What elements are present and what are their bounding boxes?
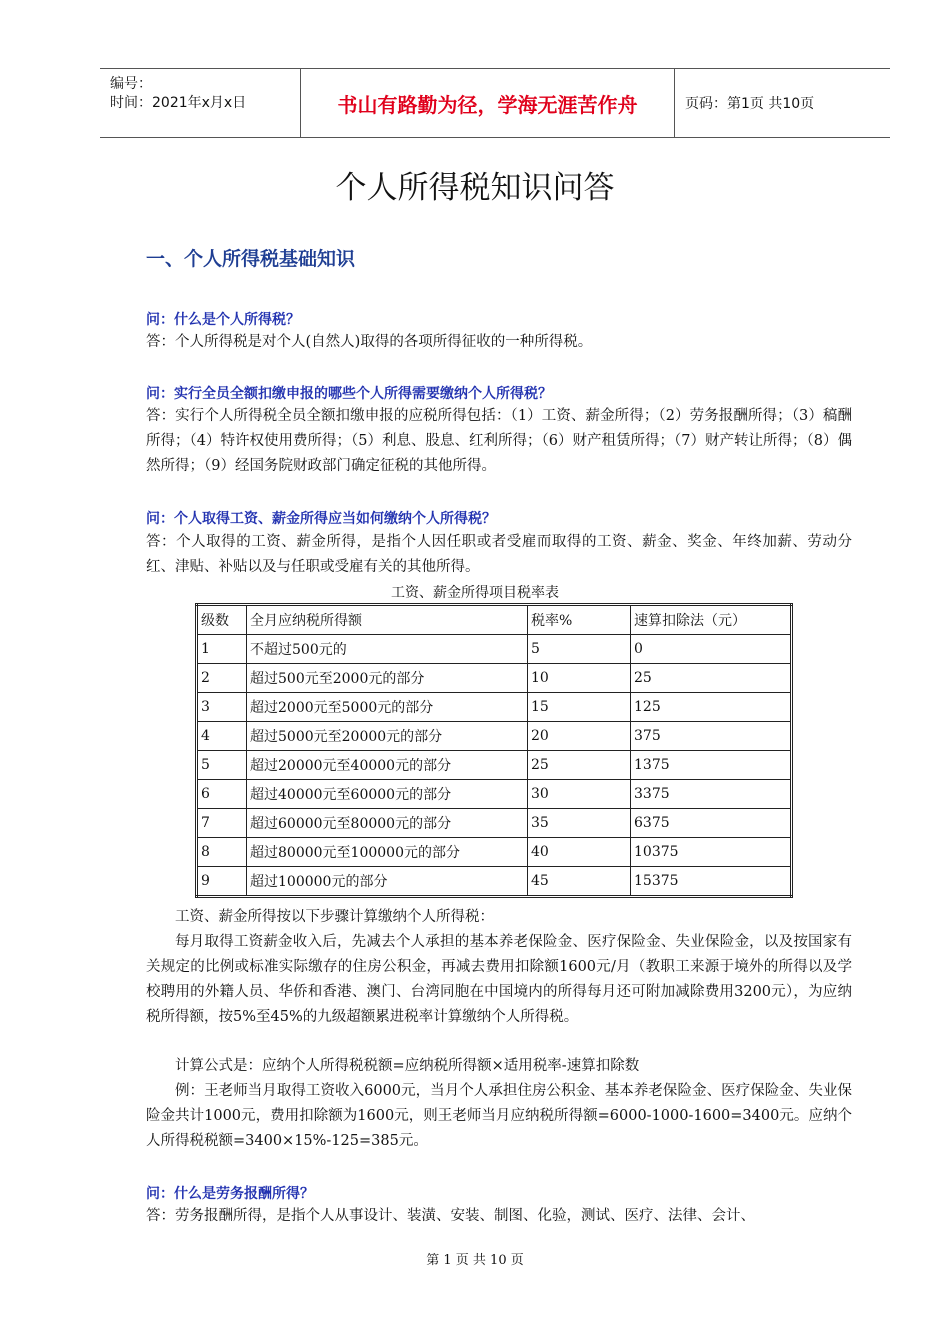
time-label: 时间：2021年x月x日 — [110, 95, 247, 111]
page-footer: 第 1 页 共 10 页 — [426, 1253, 524, 1268]
deduction-cell: 0 — [631, 635, 792, 664]
header-cell: 级数 — [197, 605, 247, 635]
table-row — [197, 635, 792, 664]
answer-3: 答：个人取得的工资、薪金所得，是指个人因任职或者受雇而取得的工资、薪金、奖金、年终加薪、劳动分红、津贴、补贴以及与任职或受雇有关的其他所得。 — [146, 534, 852, 575]
level-cell: 3 — [197, 693, 247, 722]
section-heading: 一、个人所得税基础知识 — [146, 248, 356, 270]
question-2: 问：实行全员全额扣缴申报的哪些个人所得需要缴纳个人所得税？ — [146, 386, 552, 402]
deduction-cell: 6375 — [631, 809, 792, 838]
level-cell: 2 — [197, 664, 247, 693]
table-caption: 工资、薪金所得项目税率表 — [391, 585, 559, 601]
deduction-cell: 125 — [631, 693, 792, 722]
level-cell: 6 — [197, 780, 247, 809]
table-row — [197, 838, 792, 867]
deduction-cell: 1375 — [631, 751, 792, 780]
income-range-cell: 超过60000元至80000元的部分 — [247, 809, 528, 838]
income-range-cell: 超过40000元至60000元的部分 — [247, 780, 528, 809]
income-range-cell: 超过500元至2000元的部分 — [247, 664, 528, 693]
rate-cell: 5 — [528, 635, 631, 664]
deduction-cell: 3375 — [631, 780, 792, 809]
tax-formula: 计算公式是：应纳个人所得税税额=应纳税所得额×适用税率-速算扣除数 — [175, 1058, 640, 1074]
answer-1: 答：个人所得税是对个人(自然人)取得的各项所得征收的一种所得税。 — [146, 334, 593, 350]
deduction-cell: 10375 — [631, 838, 792, 867]
income-range-cell: 超过5000元至20000元的部分 — [247, 722, 528, 751]
deduction-cell: 375 — [631, 722, 792, 751]
question-4: 问：什么是劳务报酬所得？ — [146, 1186, 314, 1202]
table-header-row — [197, 605, 792, 635]
page-header — [100, 68, 890, 138]
income-range-cell: 超过80000元至100000元的部分 — [247, 838, 528, 867]
header-motto: 书山有路勤为径，学海无涯苦作舟 — [337, 92, 638, 117]
level-cell: 7 — [197, 809, 247, 838]
answer-2: 答：实行个人所得税全员全额扣缴申报的应税所得包括：（1）工资、薪金所得；（2）劳务报酬所得；（3）稿酬所得；（4）特许权使用费所得；（5）利息、股息、红利所得；（6）财产租赁所得；（7）财产转让所得；（8）偶然所得；（9）经国务院财政部门确定征税的其他所得。 — [146, 408, 852, 474]
table-row — [197, 693, 792, 722]
answer-4: 答：劳务报酬所得，是指个人从事设计、装潢、安装、制图、化验，测试、医疗、法律、会计、 — [146, 1208, 755, 1224]
level-cell: 5 — [197, 751, 247, 780]
level-cell: 8 — [197, 838, 247, 867]
income-range-cell: 超过100000元的部分 — [247, 867, 528, 897]
table-row — [197, 751, 792, 780]
steps-body: 每月取得工资薪金收入后，先减去个人承担的基本养老保险金、医疗保险金、失业保险金，以及按国家有关规定的比例或标准实际缴存的住房公积金，再减去费用扣除额1600元/月（教职工来源于境外的所得以及学校聘用的外籍人员、华侨和香港、澳门、台湾同胞在中国境内的所得每月还可附加减除费用3200元），为应纳税所得额，按5%至45%的九级超额累进税率计算缴纳个人所得税。 — [146, 934, 852, 1025]
rate-cell: 30 — [528, 780, 631, 809]
level-cell: 4 — [197, 722, 247, 751]
document-title: 个人所得税知识问答 — [335, 170, 615, 206]
rate-cell: 10 — [528, 664, 631, 693]
rate-cell: 35 — [528, 809, 631, 838]
rate-cell: 20 — [528, 722, 631, 751]
header-cell: 税率% — [528, 605, 631, 635]
income-range-cell: 超过20000元至40000元的部分 — [247, 751, 528, 780]
question-1: 问：什么是个人所得税？ — [146, 312, 300, 328]
tax-rate-table — [195, 603, 793, 898]
level-cell: 1 — [197, 635, 247, 664]
steps-intro: 工资、薪金所得按以下步骤计算缴纳个人所得税： — [175, 909, 494, 925]
rate-cell: 40 — [528, 838, 631, 867]
header-motto-cell — [301, 69, 675, 137]
rate-cell: 45 — [528, 867, 631, 897]
worked-example: 例：王老师当月取得工资收入6000元，当月个人承担住房公积金、基本养老保险金、医疗保险金、失业保险金共计1000元，费用扣除额为1600元，则王老师当月应纳税所得额=6000-1000-1600=3400元。应纳个人所得税税额=3400×15%-125=385元。 — [146, 1083, 852, 1149]
header-cell: 全月应纳税所得额 — [247, 605, 528, 635]
table-row — [197, 809, 792, 838]
table-row — [197, 722, 792, 751]
deduction-cell: 25 — [631, 664, 792, 693]
rate-cell: 25 — [528, 751, 631, 780]
deduction-cell: 15375 — [631, 867, 792, 897]
header-meta — [100, 69, 301, 137]
level-cell: 9 — [197, 867, 247, 897]
header-cell: 速算扣除法（元） — [631, 605, 792, 635]
table-row — [197, 664, 792, 693]
table-row — [197, 780, 792, 809]
income-range-cell: 不超过500元的 — [247, 635, 528, 664]
header-page-info: 页码：第1页 共10页 — [685, 96, 815, 112]
income-range-cell: 超过2000元至5000元的部分 — [247, 693, 528, 722]
serial-label: 编号： — [110, 76, 152, 92]
question-3: 问：个人取得工资、薪金所得应当如何缴纳个人所得税？ — [146, 511, 496, 527]
rate-cell: 15 — [528, 693, 631, 722]
table-row — [197, 867, 792, 897]
